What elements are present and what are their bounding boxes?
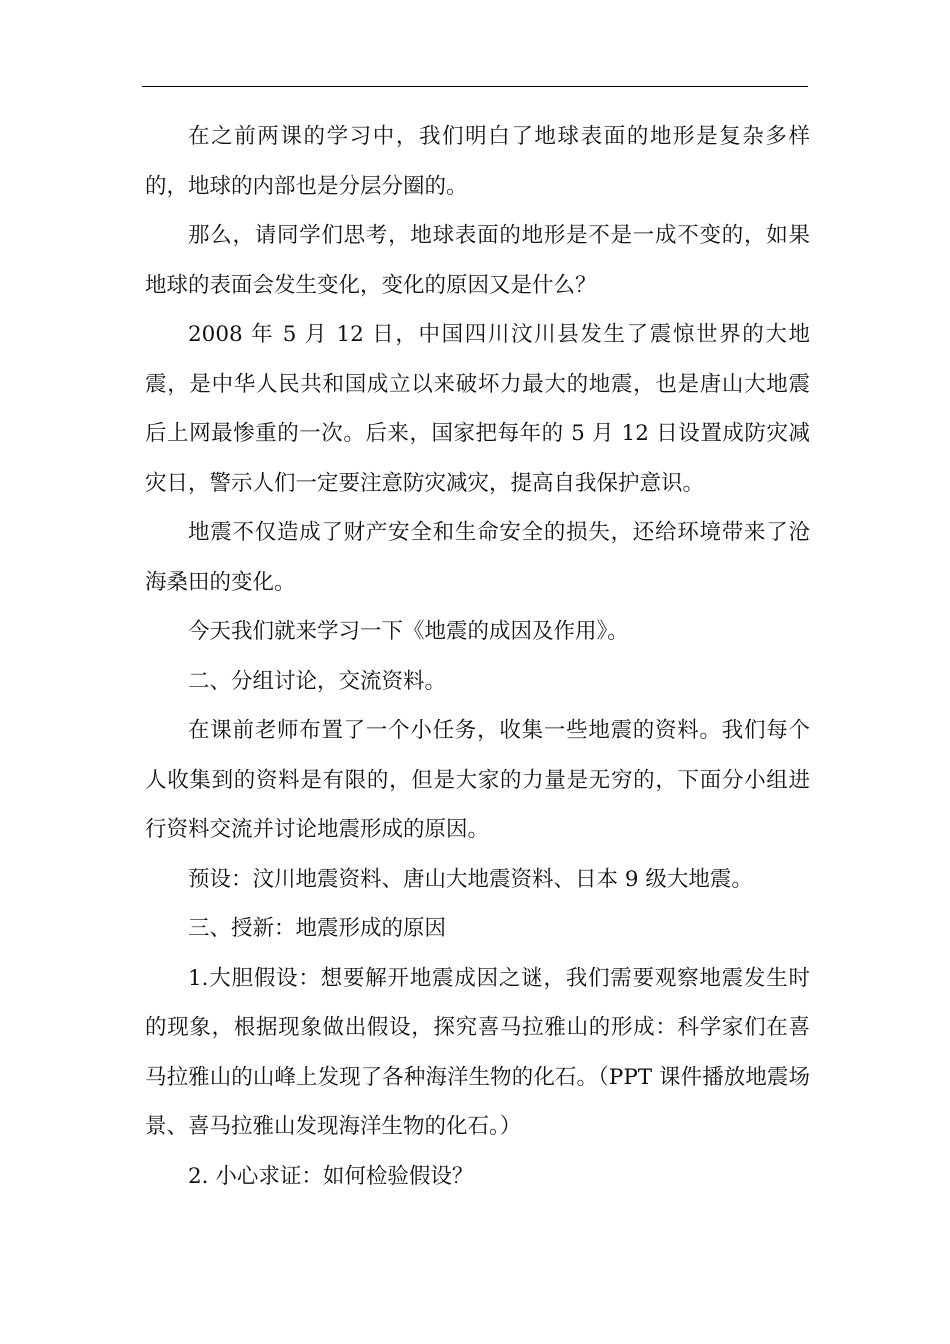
document-body	[145, 112, 810, 1201]
paragraph-intro-review: 在之前两课的学习中，我们明白了地球表面的地形是复杂多样的，地球的内部也是分层分圈的。	[145, 124, 810, 199]
paragraph-collect-materials: 在课前老师布置了一个小任务，收集一些地震的资料。我们每个人收集到的资料是有限的，但是大家的力量是无穷的，下面分小组进行资料交流并讨论地震形成的原因。	[145, 718, 810, 842]
section-heading-group-discussion: 二、分组讨论，交流资料。	[188, 668, 447, 694]
paragraph-careful-verification: 2. 小心求证：如何检验假设？	[188, 1163, 474, 1189]
header-rule	[142, 86, 808, 87]
section-heading-new-lesson: 三、授新：地震形成的原因	[188, 916, 447, 941]
paragraph-question: 那么，请同学们思考，地球表面的地形是不是一成不变的，如果地球的表面会发生变化，变化的原因又是什么？	[145, 223, 810, 298]
paragraph-wenchuan-earthquake: 2008 年 5 月 12 日，中国四川汶川县发生了震惊世界的大地震，是中华人民共和国成立以来破坏力最大的地震，也是唐山大地震后上网最惨重的一次。后来，国家把每年的 5 月 12 日设置成防灾减灾日，警示人们一定要注意防灾减灾，提高自我保护意识。	[145, 322, 810, 496]
paragraph-earthquake-effects: 地震不仅造成了财产安全和生命安全的损失，还给环境带来了沧海桑田的变化。	[145, 520, 810, 595]
paragraph-bold-hypothesis: 1.大胆假设：想要解开地震成因之谜，我们需要观察地震发生时的现象，根据现象做出假设，探究喜马拉雅山的形成：科学家们在喜马拉雅山的山峰上发现了各种海洋生物的化石。（PPT 课件播放地震场景、喜马拉雅山发现海洋生物的化石。）	[145, 965, 810, 1139]
paragraph-lesson-title: 今天我们就来学习一下《地震的成因及作用》。	[188, 619, 629, 644]
paragraph-presets: 预设：汶川地震资料、唐山大地震资料、日本 9 级大地震。	[188, 866, 753, 892]
